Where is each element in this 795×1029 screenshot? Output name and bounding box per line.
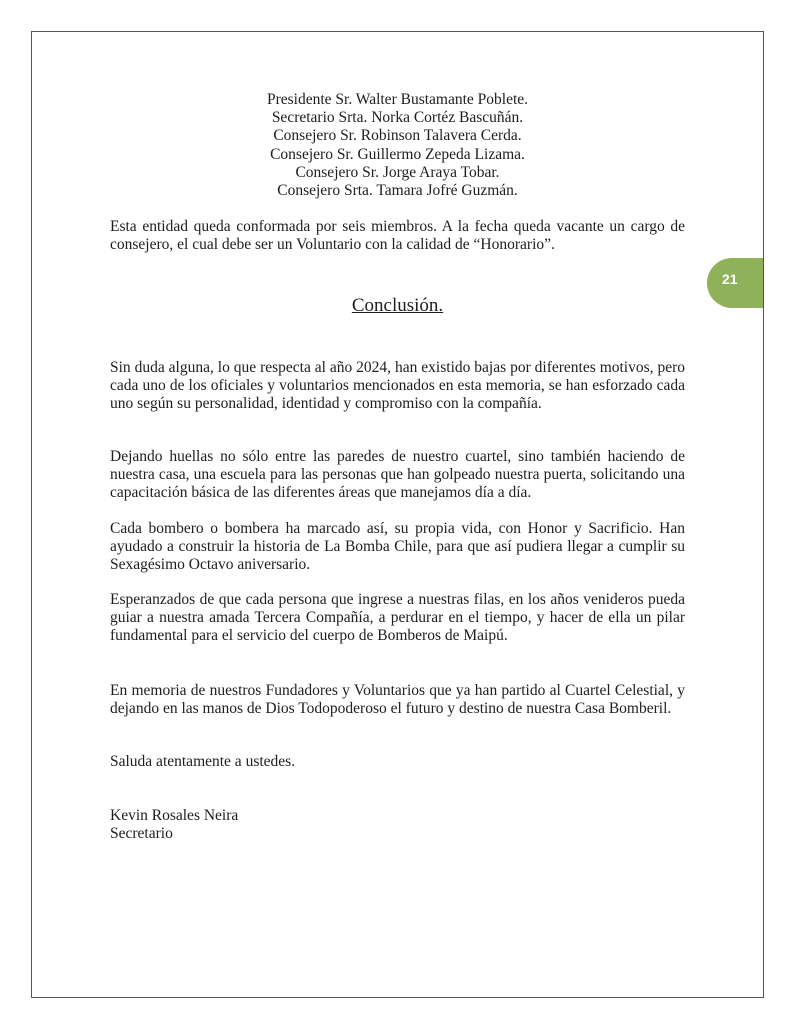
signature-name: Kevin Rosales Neira (110, 807, 239, 824)
conclusion-heading: Conclusión. (351, 295, 444, 316)
paragraph-5: En memoria de nuestros Fundadores y Voluntarios que ya han partido al Cuartel Celestial, y dejando en las manos de Dios Todopoderoso el futuro y destino de nuestra Casa Bomberil. (110, 682, 685, 717)
member-secretary: Secretario Srta. Norka Cortéz Bascuñán. (271, 109, 524, 127)
council-members-list (110, 91, 685, 200)
member-councilor-4: Consejero Srta. Tamara Jofré Guzmán. (277, 182, 518, 200)
member-president: Presidente Sr. Walter Bustamante Poblete. (266, 91, 529, 108)
page-number: 21 (722, 271, 738, 287)
closing-line: Saluda atentamente a ustedes. (110, 753, 296, 770)
entity-note: Esta entidad queda conformada por seis miembros. A la fecha queda vacante un cargo de consejero, el cual debe ser un Voluntario con la calidad de “Honorario”. (110, 218, 685, 253)
page-number-badge (707, 258, 763, 308)
member-councilor-3: Consejero Sr. Jorge Araya Tobar. (295, 163, 500, 181)
paragraph-1: Sin duda alguna, lo que respecta al año 2024, han existido bajas por diferentes motivos, pero cada uno de los oficiales y voluntarios mencionados en esta memoria, se han esforzado cada uno según su personalidad, identidad y compromiso con la compañía. (110, 359, 685, 412)
signature-role: Secretario (110, 825, 173, 842)
paragraph-4: Esperanzados de que cada persona que ingrese a nuestras filas, en los años venideros pueda guiar a nuestra amada Tercera Compañía, a perdurar en el tiempo, y hacer de ella un pilar fundamental para el servicio del cuerpo de Bomberos de Maipú. (110, 591, 685, 644)
paragraph-3: Cada bombero o bombera ha marcado así, su propia vida, con Honor y Sacrificio. Han ayudado a construir la historia de La Bomba Chile, para que así pudiera llegar a cumplir su Sexagésimo Octavo aniversario. (110, 520, 685, 573)
paragraph-2: Dejando huellas no sólo entre las paredes de nuestro cuartel, sino también haciendo de nuestra casa, una escuela para las personas que han golpeado nuestra puerta, solicitando una capacitación básica de las diferentes áreas que manejamos día a día. (110, 448, 685, 501)
member-councilor-2: Consejero Sr. Guillermo Zepeda Lizama. (270, 145, 525, 163)
member-councilor-1: Consejero Sr. Robinson Talavera Cerda. (273, 127, 522, 145)
